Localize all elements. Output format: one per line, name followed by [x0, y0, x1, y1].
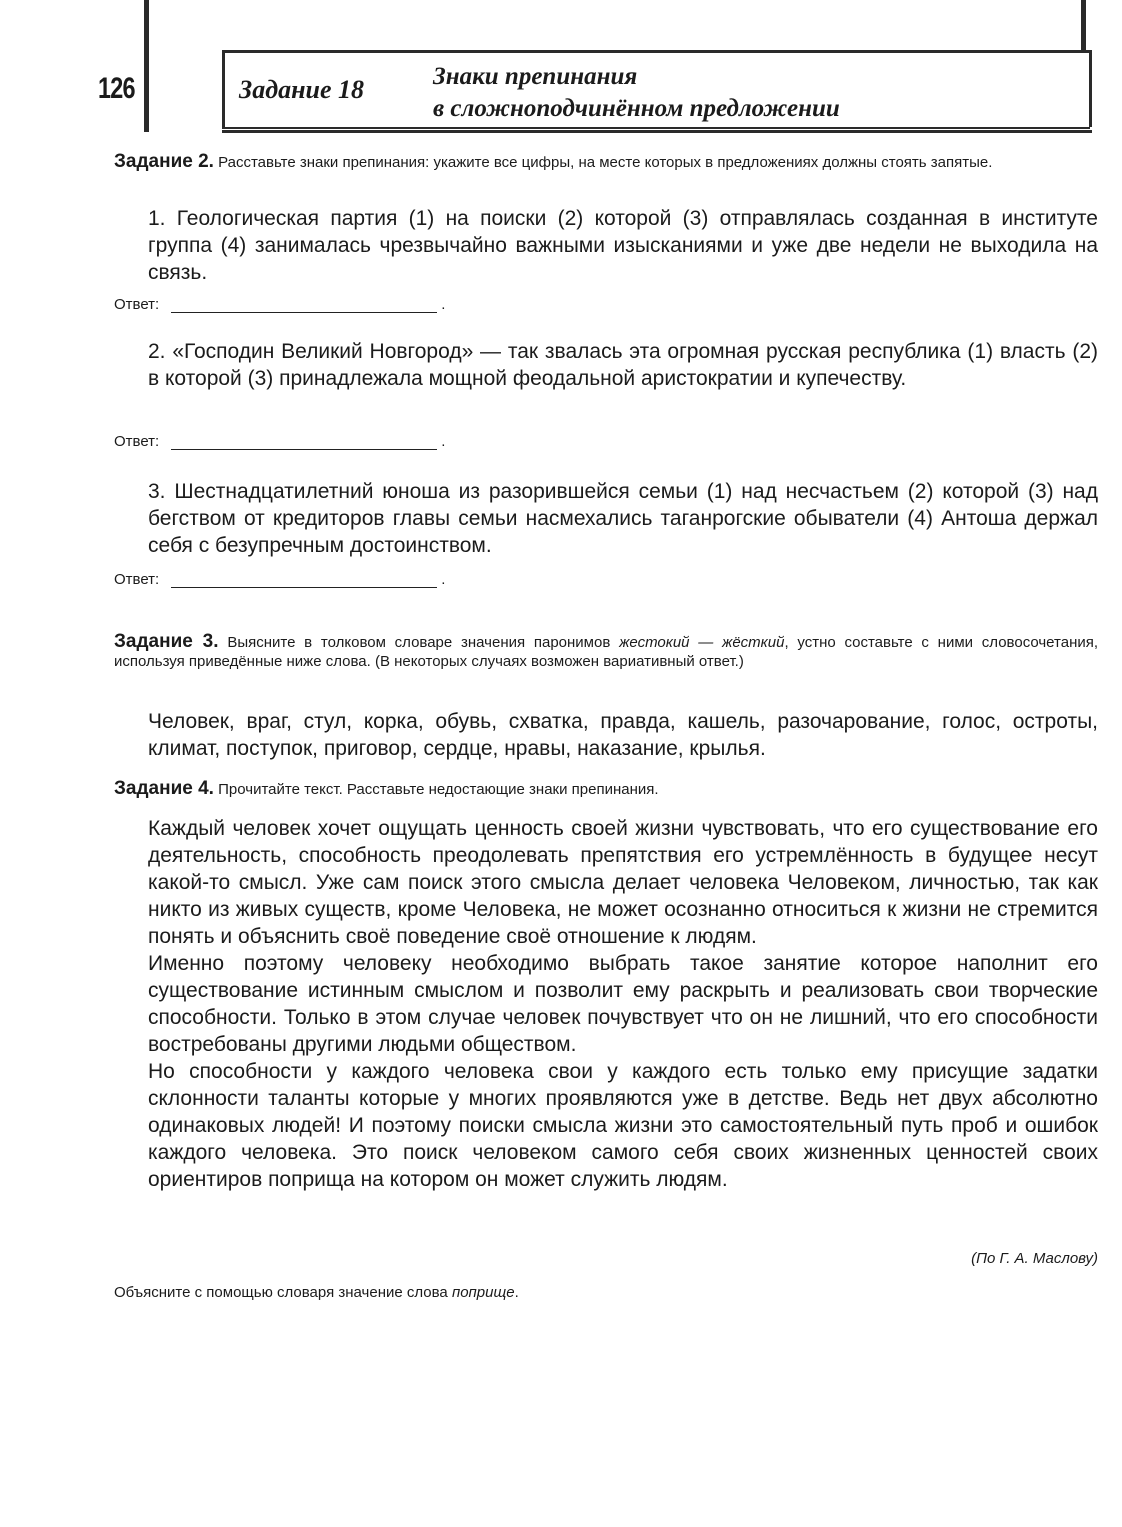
- task-4: [114, 779, 1098, 799]
- task-3-paronyms: жестокий — жёсткий: [619, 634, 785, 651]
- answer-field-1[interactable]: [171, 298, 437, 313]
- vocabulary-question-term: поприще: [451, 1284, 515, 1301]
- answer-row-2: Ответ: .: [114, 433, 446, 450]
- task-2-title: [114, 152, 1098, 172]
- header-right-rule: [1081, 0, 1086, 52]
- chapter-task-label: Задание 18: [239, 75, 365, 104]
- task-4-title: [114, 779, 1098, 799]
- answer-label-3: Ответ:: [114, 571, 160, 588]
- text-source: (По Г. А. Маслову): [971, 1250, 1098, 1267]
- chapter-topic: [433, 61, 840, 125]
- vocabulary-question-end: .: [514, 1284, 519, 1301]
- chapter-header-box: [222, 50, 1092, 127]
- task-3-instruction-a: Выясните в толковом словаре значения паронимов: [227, 634, 611, 651]
- word-list: Человек, враг, стул, корка, обувь, схватка, правда, кашель, разочарование, голос, остроты, климат, поступок, приговор, сердце, нравы, наказание, крылья.: [148, 710, 1098, 760]
- task-4-text: [114, 815, 1098, 1193]
- task-2-item-3: [114, 478, 1098, 559]
- answer-label-1: Ответ:: [114, 296, 160, 313]
- sentence-2: 2. «Господин Великий Новгород» — так звалась эта огромная русская республика (1) власть (2) в которой (3) принадлежала мощной феодальной аристократии и купечеству.: [148, 340, 1098, 390]
- answer-field-3[interactable]: [171, 573, 437, 588]
- vocabulary-question-text: Объясните с помощью словаря значение слова: [114, 1284, 448, 1301]
- answer-row-1: Ответ: .: [114, 296, 446, 313]
- task-2-item-2: [114, 338, 1098, 392]
- task-3-words: [114, 708, 1098, 762]
- vocabulary-question: [114, 1284, 1098, 1301]
- task-4-label: Задание 4.: [114, 778, 214, 799]
- task-3-title: [114, 632, 1098, 671]
- answer-label-2: Ответ:: [114, 433, 160, 450]
- task-3: [114, 632, 1098, 671]
- topic-line-2: в сложноподчинённом предложении: [433, 95, 840, 122]
- margin-rule: [144, 0, 149, 132]
- task-2: [114, 152, 1098, 172]
- task-3-instruction-b: , устно составьте с ними словосочетания, используя приведённые ниже слова. (В некоторых случаях возможен вариативный ответ.): [114, 634, 1099, 670]
- topic-line-1: Знаки препинания: [433, 63, 638, 90]
- text-paragraph-1: Каждый человек хочет ощущать ценность своей жизни чувствовать, что его существование его деятельность, способность преодолевать препятствия его устремлённость в будущее несут какой-то смысл. Уже сам поиск этого смысла делает человека Человеком, личностью, так как никто из живых существ, кроме Человека, не может осознанно относиться к жизни не стремится понять и объяснить своё поведение своё отношение к людям.: [148, 817, 1098, 948]
- task-2-instruction: Расставьте знаки препинания: укажите все цифры, на месте которых в предложениях должны стоять запятые.: [218, 154, 993, 171]
- sentence-1: 1. Геологическая партия (1) на поиски (2) которой (3) отправлялась созданная в институте группа (4) занималась чрезвычайно важными изысканиями и уже две недели не выходила на связь.: [148, 207, 1098, 284]
- task-2-label: Задание 2.: [114, 151, 214, 172]
- text-paragraph-3: Но способности у каждого человека свои у каждого есть только ему присущие задатки склонности таланты которые у многих проявляются уже в детстве. Ведь нет двух абсолютно одинаковых людей! И поэтому поиски смысла жизни это самостоятельный путь проб и ошибок каждого человека. Это поиск человеком самого себя своих жизненных ценностей своих ориентиров поприща на котором он может служить людям.: [148, 1060, 1098, 1191]
- page-number: 126: [98, 72, 135, 105]
- answer-field-2[interactable]: [171, 435, 437, 450]
- task-4-instruction: Прочитайте текст. Расставьте недостающие знаки препинания.: [218, 781, 659, 798]
- text-paragraph-2: Именно поэтому человеку необходимо выбрать такое занятие которое наполнит его существование истинным смыслом и позволит ему раскрыть и реализовать свои творческие способности. Только в этом случае человек почувствует что он не лишний, что его способности востребованы другими людьми обществом.: [148, 952, 1098, 1056]
- task-3-label: Задание 3.: [114, 631, 219, 652]
- header-underline: [222, 127, 1090, 129]
- sentence-3: 3. Шестнадцатилетний юноша из разорившейся семьи (1) над несчастьем (2) которой (3) над бегством от кредиторов главы семьи насмехались таганрогские обыватели (4) Антоша держал себя с безупречным достоинством.: [148, 480, 1098, 557]
- task-2-item-1: [114, 205, 1098, 286]
- answer-row-3: Ответ: .: [114, 571, 446, 588]
